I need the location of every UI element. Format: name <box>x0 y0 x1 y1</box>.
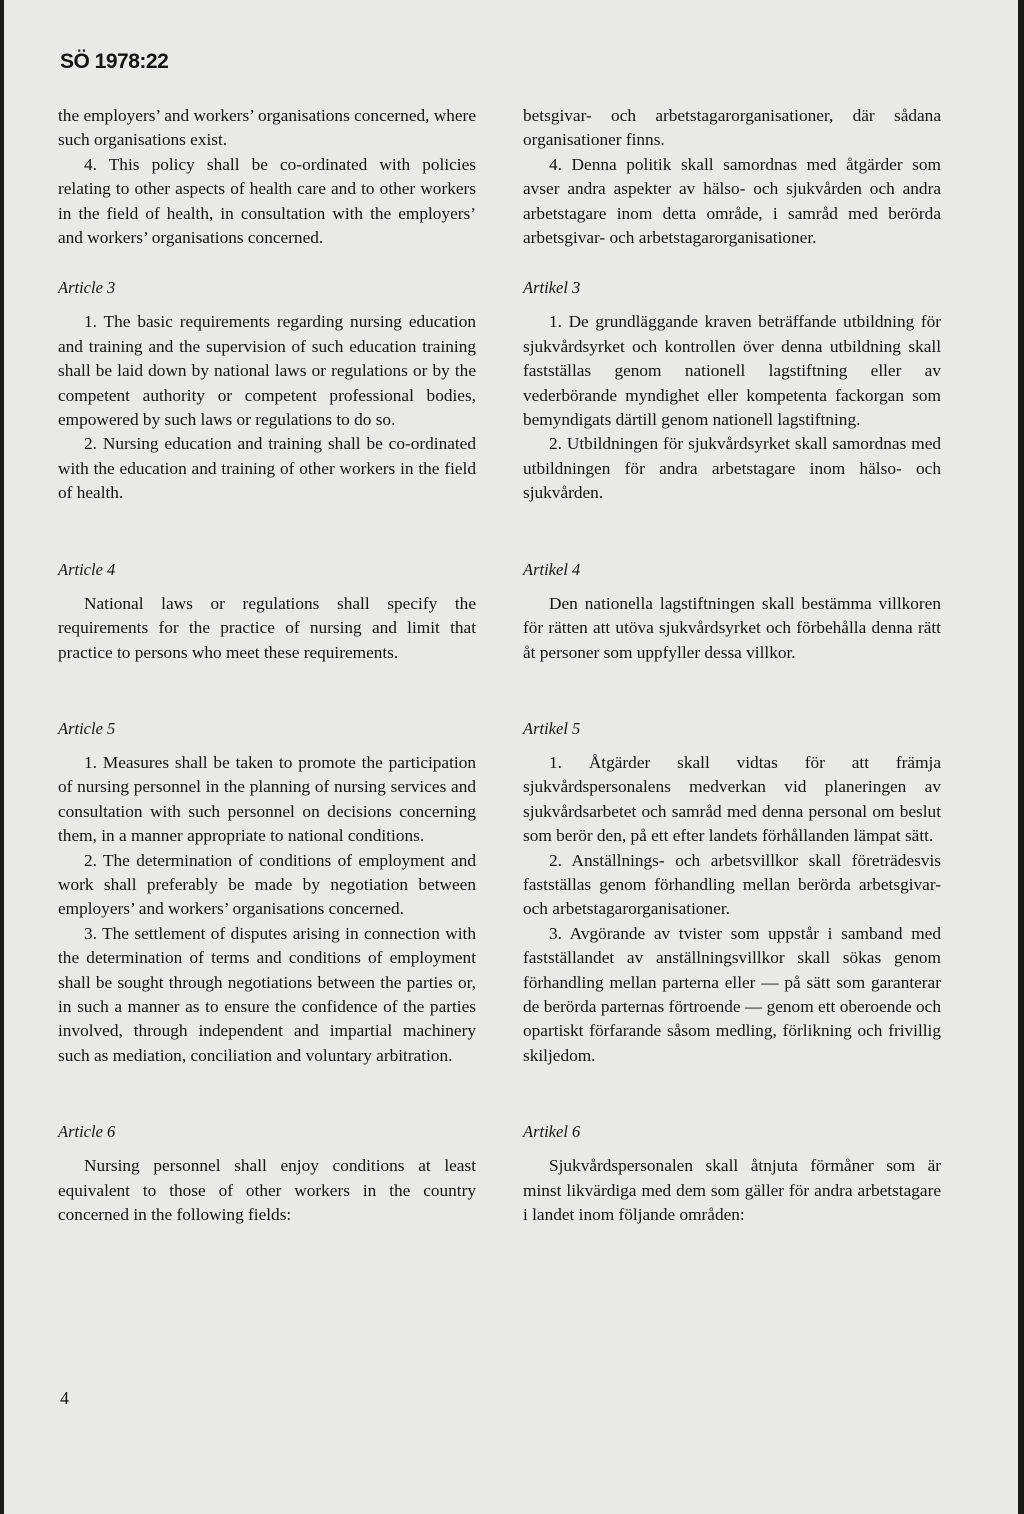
document-reference-header: SÖ 1978:22 <box>60 50 169 73</box>
sv-article-5-paragraph-3: 3. Avgörande av tvister som uppstår i samband med fastställandet av anställningsvillkor skall sökas genom förhandling mellan parterna eller — på sätt som garanterar de berörda parternas förtroende — genom ett oberoende och opartiskt förfarande såsom medling, förlikning och frivillig skiljedom. <box>523 923 941 1065</box>
sv-article-3-paragraph-2: 2. Utbildningen för sjukvårdsyrket skall samordnas med utbildningen för andra arbetstagare inom hälso- och sjukvården. <box>523 434 941 503</box>
sv-article-3-heading: Artikel 3 <box>523 278 581 298</box>
sv-article-4-heading: Artikel 4 <box>523 559 581 579</box>
sv-article-6-paragraph-1: Sjukvårdspersonalen skall åtnjuta förmåner som är minst likvärdiga med dem som gäller för andra arbetstagare i landet inom följande områden: <box>523 1156 941 1224</box>
sv-article-6-heading: Artikel 6 <box>523 1122 581 1142</box>
en-article-6-paragraph-1: Nursing personnel shall enjoy conditions at least equivalent to those of other workers in the country concerned in the following fields: <box>58 1156 476 1224</box>
sv-intro-paragraph-2: 4. Denna politik skall samordnas med åtgärder som avser andra aspekter av hälso- och sjukvården och andra arbetstagare inom detta område, i samråd med berörda arbetsgivar- och arbetstagarorganisationer. <box>523 154 941 248</box>
en-article-4-paragraph-1: National laws or regulations shall specify the requirements for the practice of nursing and limit that practice to persons who meet these requirements. <box>58 593 476 662</box>
page-number: 4 <box>60 1388 69 1408</box>
document-page <box>4 0 1018 1514</box>
swedish-column <box>523 104 941 1227</box>
en-article-6-heading: Article 6 <box>58 1122 116 1142</box>
en-article-5-paragraph-3: 3. The settlement of disputes arising in connection with the determination of terms and conditions of employment shall be sought through negotiations between the parties or, in such a manner as to ensure the confidence of the parties involved, through independent and impartial machinery such as mediation, conciliation and voluntary arbitration. <box>58 923 476 1065</box>
sv-intro-paragraph-1: betsgivar- och arbetstagarorganisationer, där sådana organisationer finns. <box>523 106 941 150</box>
en-article-3-paragraph-1: 1. The basic requirements regarding nursing education and training and the supervision of such education training shall be laid down by national laws or regulations or by the competent authority or competent professional bodies, empowered by such laws or regulations to do so. <box>58 312 476 430</box>
sv-article-5-paragraph-1: 1. Åtgärder skall vidtas för att främja sjukvårdspersonalens medverkan vid planeringen av sjukvårdsarbetet och samråd med denna personal om beslut som berör den, på ett efter landets förhållanden lämpat sätt. <box>523 752 941 846</box>
sv-article-3-paragraph-1: 1. De grundläggande kraven beträffande utbildning för sjukvårdsyrket och kontrollen över denna utbildning skall fastställas genom nationell lagstiftning eller av vederbörande myndighet eller kompetenta fackorgan som bemyndigats därtill genom nationell lagstiftning. <box>523 312 941 430</box>
en-article-5-heading: Article 5 <box>58 718 116 738</box>
sv-article-4-paragraph-1: Den nationella lagstiftningen skall bestämma villkoren för rätten att utöva sjukvårdsyrket och förbehålla denna rätt åt personer som uppfyller dessa villkor. <box>523 593 941 662</box>
en-article-5-paragraph-1: 1. Measures shall be taken to promote the participation of nursing personnel in the planning of nursing services and consultation with such personnel on decisions concerning them, in a manner appropriate to national conditions. <box>58 752 476 846</box>
english-column <box>58 104 476 1227</box>
en-article-5-paragraph-2: 2. The determination of conditions of employment and work shall preferably be made by negotiation between employers’ and workers’ organisations concerned. <box>58 850 476 919</box>
sv-article-5-heading: Artikel 5 <box>523 718 581 738</box>
sv-article-5-paragraph-2: 2. Anställnings- och arbetsvillkor skall företrädesvis fastställas genom förhandling mellan berörda arbetsgivar- och arbetstagarorganisationer. <box>523 850 941 919</box>
en-article-3-heading: Article 3 <box>58 278 116 298</box>
en-intro-paragraph-1: the employers’ and workers’ organisations concerned, where such organisations exist. <box>58 106 476 150</box>
en-intro-paragraph-2: 4. This policy shall be co-ordinated with policies relating to other aspects of health care and to other workers in the field of health, in consultation with the employers’ and workers’ organisations concerned. <box>58 154 476 248</box>
en-article-4-heading: Article 4 <box>58 559 116 579</box>
en-article-3-paragraph-2: 2. Nursing education and training shall be co-ordinated with the education and training of other workers in the field of health. <box>58 434 476 503</box>
